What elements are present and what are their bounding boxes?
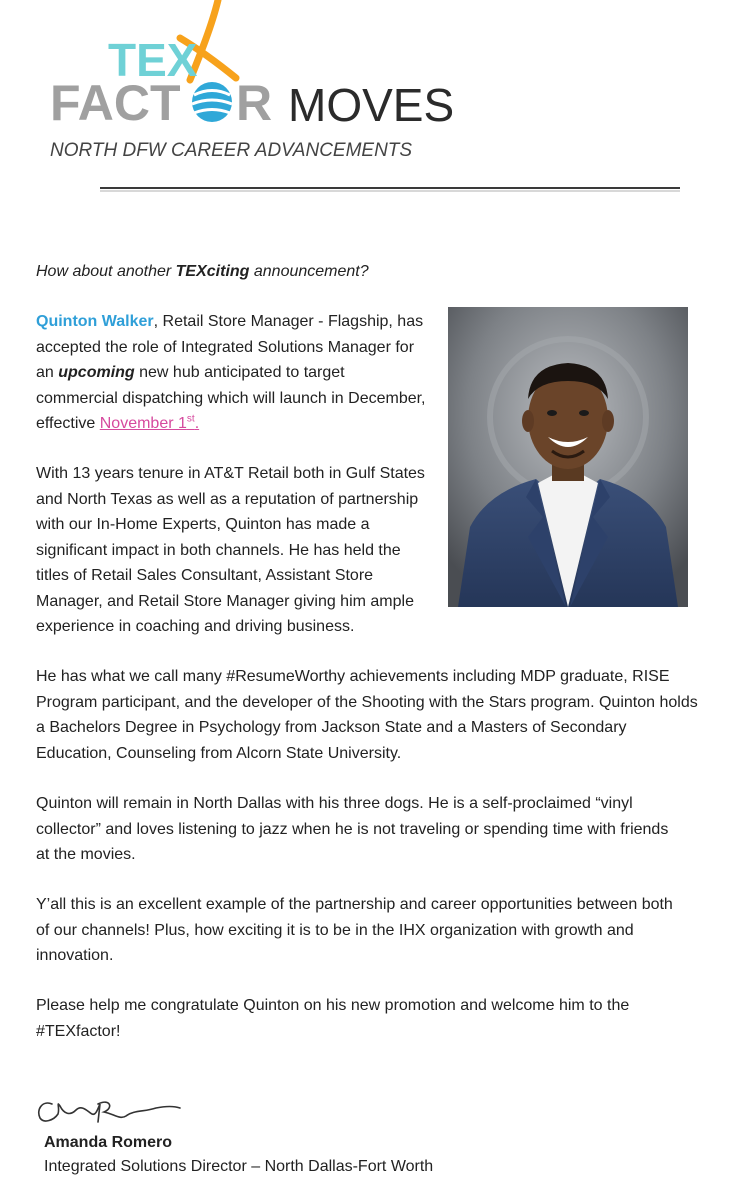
- tex-factor-moves-logo: [40, 0, 500, 170]
- logo-tex: TEX: [108, 34, 198, 86]
- employee-photo: [448, 307, 688, 607]
- effective-date-sup[interactable]: st: [186, 413, 195, 425]
- paragraph-tenure: With 13 years tenure in AT&T Retail both in Gulf States and North Texas as well as a reputation of partnership with our In-Home Experts, Quinton has made a significant impact in both channels. He has held the titles of Retail Sales Consultant, Assistant Store Manager, and Retail Store Manager giving him ample experience in coaching and driving business.: [36, 465, 425, 635]
- employee-name: Quinton Walker: [36, 313, 154, 330]
- signature-name: Amanda Romero: [44, 1134, 173, 1151]
- effective-date-link[interactable]: [100, 415, 199, 432]
- handwritten-signature: [34, 1090, 184, 1130]
- logo-factor-a: FACT: [50, 75, 181, 131]
- paragraph-congratulate: Please help me congratulate Quinton on his new promotion and welcome him to the #TEXfactor!: [36, 997, 630, 1040]
- header-divider-shadow: [100, 190, 680, 192]
- paragraph-personal: Quinton will remain in North Dallas with his three dogs. He is a self-proclaimed “vinyl collector” and loves listening to jazz when he is not traveling or spending time with friends at the movies.: [36, 795, 669, 863]
- logo-subtitle: NORTH DFW CAREER ADVANCEMENTS: [50, 140, 413, 161]
- paragraph-announcement: [36, 309, 426, 437]
- intro-strong: TEXciting: [175, 263, 250, 280]
- effective-date-text[interactable]: November 1: [99, 415, 187, 432]
- globe-icon: [192, 82, 232, 122]
- intro-line: [36, 259, 696, 285]
- para1-text-a: , Retail Store Manager - Flagship, has accepted the role of Integrated Solutions Manager for an: [36, 313, 424, 381]
- intro-after: announcement?: [249, 263, 369, 280]
- logo-factor-b: R: [236, 75, 273, 131]
- para1-text-b: new hub anticipated to target commercial dispatching which will launch in December, effective: [36, 364, 426, 432]
- signature-title: Integrated Solutions Director – North Dallas-Fort Worth: [44, 1158, 434, 1175]
- header-divider: [100, 187, 680, 189]
- paragraph-achievements: He has what we call many #ResumeWorthy achievements including MDP graduate, RISE Program participant, and the developer of the Shooting with the Stars program. Quinton holds a Bachelors Degree in Psychology from Jackson State and a Masters of Secondary Education, Counseling from Alcorn State University.: [36, 668, 698, 762]
- intro-before: How about another: [36, 263, 176, 280]
- logo-moves: MOVES: [288, 79, 455, 131]
- para1-strong: upcoming: [58, 364, 135, 381]
- paragraph-partnership: Y’all this is an excellent example of the partnership and career opportunities between both of our channels! Plus, how exciting it is to be in the IHX organization with growth and innovation.: [36, 896, 673, 964]
- effective-date-end[interactable]: .: [194, 415, 200, 432]
